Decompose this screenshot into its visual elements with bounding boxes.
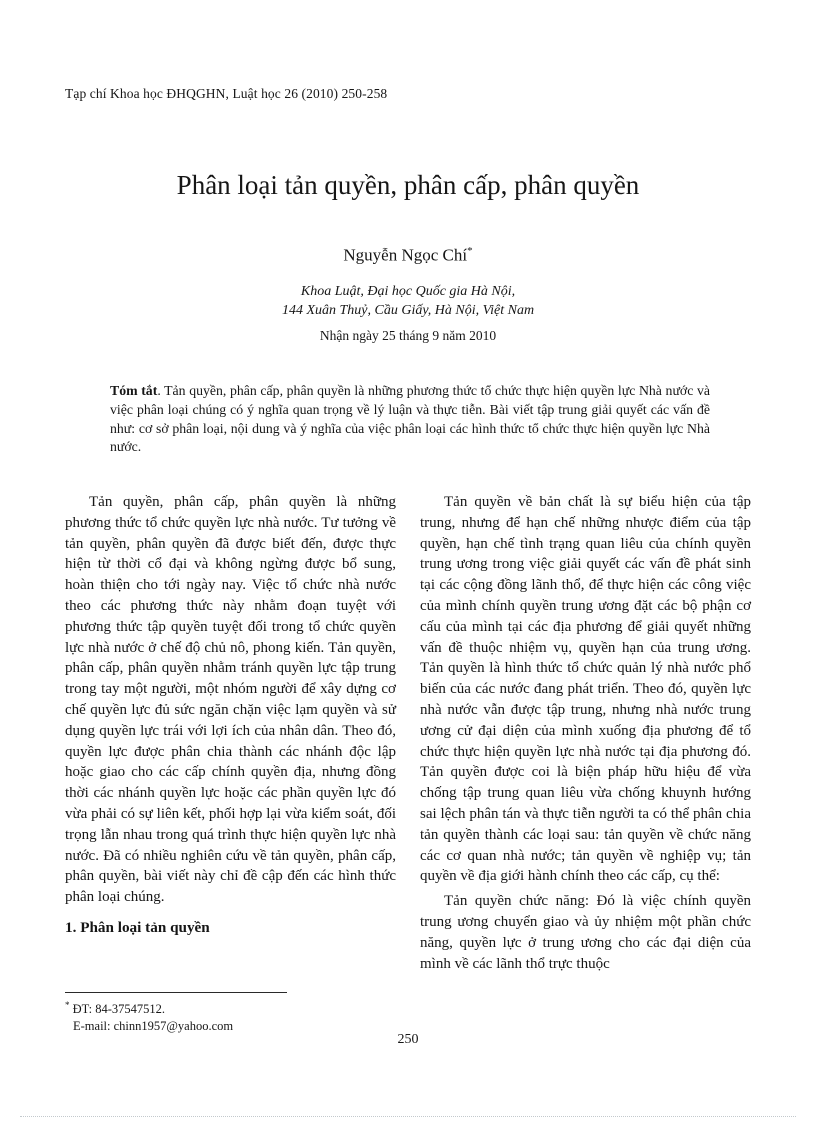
section-heading-1: 1. Phân loại tản quyền	[65, 918, 210, 936]
article-title: Phân loại tản quyền, phân cấp, phân quyền	[176, 170, 640, 200]
left-column-paragraph-1: Tản quyền, phân cấp, phân quyền là những phương thức tổ chức quyền lực nhà nước. Tư tưởng về tản quyền, phân quyền đã được biết đến, được thực hiện từ thời cổ đại và không ngừng được bổ sung, hoàn thiện cho tới ngày nay. Việc tổ chức nhà nước theo các phương thức này nhằm đoạn tuyệt với phương thức tập quyền tuyệt đối trong tổ chức quyền lực nhà nước ở chế độ chủ nô, phong kiến. Tản quyền, phân cấp, phân quyền nhằm tránh quyền lực tập trung trong tay một người, một nhóm người để xây dựng cơ chế quyền lực đủ sức ngăn chặn việc lạm quyền và sử dụng quyền lực trái với lợi ích của nhân dân. Theo đó, quyền lực được phân chia thành các nhánh độc lập hoặc giao cho các cấp chính quyền địa, nhưng đồng thời các nhánh quyền lực hoặc các phần quyền lực đó vừa phải có sự liên kết, phối hợp lại vừa kiểm soát, đối trọng lẫn nhau trong quá trình thực hiện quyền lực nhà nước. Đã có nhiều nghiên cứu về tản quyền, phân cấp, phân quyền, bài viết này chỉ đề cập đến các hình thức phân loại chúng.	[65, 494, 396, 906]
footnote-divider	[65, 992, 287, 993]
affiliation-line-2: 144 Xuân Thuỷ, Cầu Giấy, Hà Nội, Việt Nam	[281, 303, 535, 318]
journal-header: Tạp chí Khoa học ĐHQGHN, Luật học 26 (2010) 250-258	[65, 86, 388, 101]
right-column-paragraph-2: Tản quyền chức năng: Đó là việc chính quyền trung ương chuyển giao và ủy nhiệm một phần chức năng, quyền lực ở trung ương cho các đại diện của mình về các lãnh thổ trực thuộc	[420, 893, 751, 972]
author-name: Nguyễn Ngọc Chí	[343, 245, 468, 265]
page-boundary-dotted-line	[20, 1116, 796, 1117]
abstract-label: Tóm tắt	[110, 383, 158, 398]
abstract	[110, 382, 710, 457]
footnote-marker: *	[65, 1000, 70, 1010]
footnote-phone: ĐT: 84-37547512.	[72, 1002, 166, 1017]
affiliation-line-1: Khoa Luật, Đại học Quốc gia Hà Nội,	[300, 284, 516, 299]
received-date: Nhận ngày 25 tháng 9 năm 2010	[319, 328, 497, 343]
right-column-paragraph-1: Tản quyền về bản chất là sự biểu hiện của tập trung, nhưng để hạn chế những nhược điểm của tập quyền, hạn chế tình trạng quan liêu của chính quyền trung ương trong việc giải quyết các vấn đề phát sinh tại các cộng đồng lãnh thổ, để thực hiện các công việc của mình chính quyền trung ương đặt các bộ phận cơ cấu của mình tại các địa phương để giải quyết những vấn đề thuộc nhiệm vụ, quyền hạn của trung ương. Tản quyền là hình thức tổ chức quản lý nhà nước phổ biến của các nước đang phát triển. Theo đó, quyền lực nhà nước vẫn được tập trung, nhưng nhà nước trung ương cử đại diện của mình xuống địa phương để tổ chức thực hiện quyền lực nhà nước tại địa phương đó. Tản quyền được coi là biện pháp hữu hiệu để vừa chống tập trung quan liêu vừa chống khuynh hướng sai lệch phân tán và thực tiễn người ta có thể phân chia tản quyền thành các loại sau: tản quyền về chức năng các cơ quan nhà nước; tản quyền về nghiệp vụ; tản quyền về địa giới hành chính theo các cấp, cụ thể:	[420, 494, 751, 885]
page-number: 250	[397, 1032, 419, 1047]
footnote-phone-line	[65, 997, 395, 1018]
author-footnote-marker: *	[467, 245, 473, 257]
affiliation	[0, 282, 816, 320]
body-columns	[65, 492, 751, 978]
abstract-text: . Tản quyền, phân cấp, phân quyền là những phương thức tổ chức thực hiện quyền lực Nhà nước và việc phân loại chúng có ý nghĩa quan trọng về lý luận và thực tiễn. Bài viết tập trung giải quyết các vấn đề như: cơ sở phân loại, nội dung và ý nghĩa của việc phân loại các hình thức tổ chức thực hiện quyền lực Nhà nước.	[110, 383, 710, 455]
footnote-email: E-mail: chinn1957@yahoo.com	[73, 1019, 234, 1034]
footnote	[65, 992, 395, 1035]
author-line	[0, 245, 816, 266]
right-column	[420, 492, 751, 978]
left-column	[65, 492, 396, 978]
